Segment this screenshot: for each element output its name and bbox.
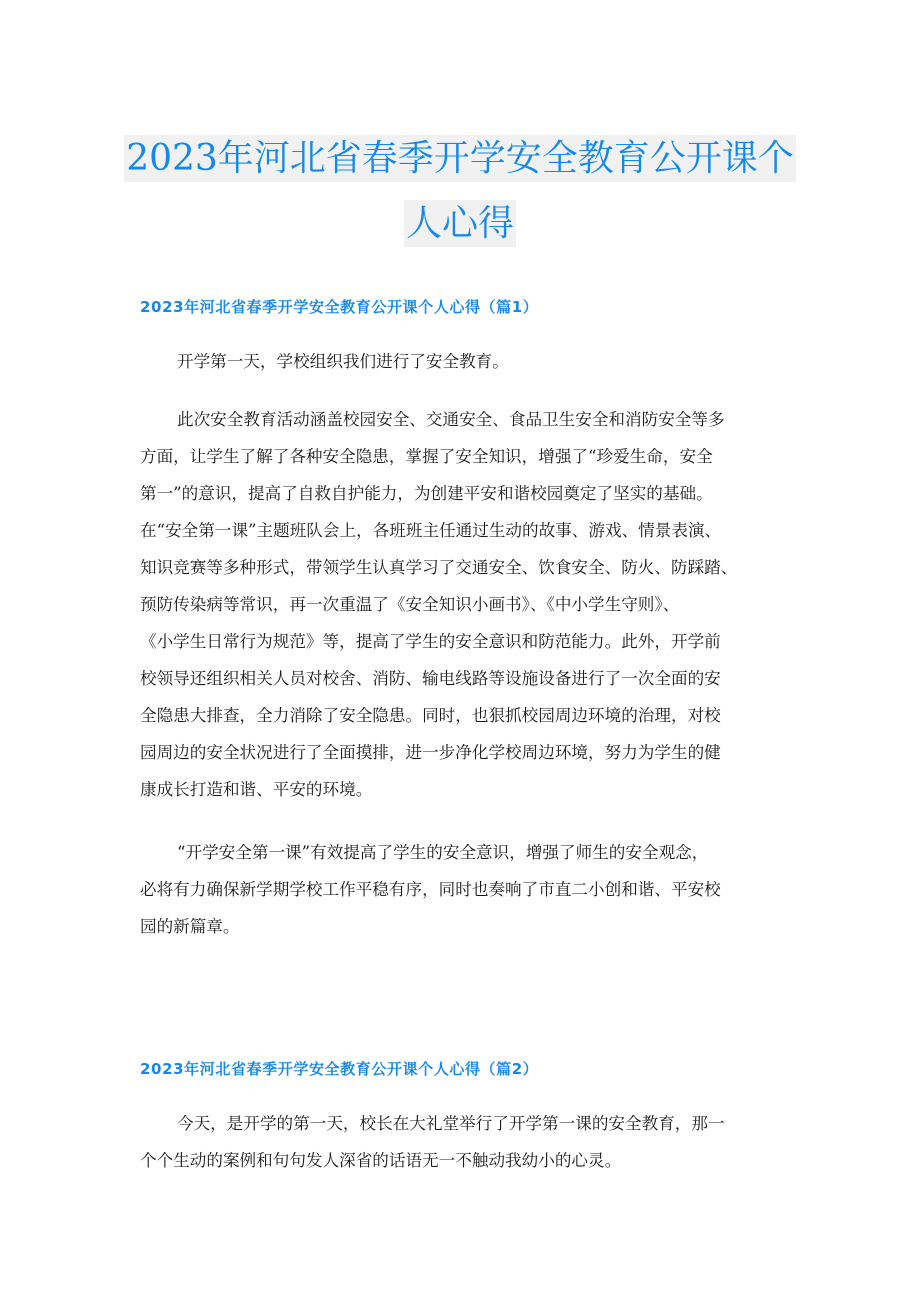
text-line: 园周边的安全状况进行了全面摸排，进一步净化学校周边环境，努力为学生的健 [140, 743, 721, 762]
text-line: 知识竞赛等多种形式，带领学生认真学习了交通安全、饮食安全、防火、防踩踏、 [140, 558, 738, 577]
text-line: 此次安全教育活动涵盖校园安全、交通安全、食品卫生安全和消防安全等多 [177, 410, 725, 429]
text-line: 《小学生日常行为规范》等，提高了学生的安全意识和防范能力。此外，开学前 [140, 632, 721, 651]
text-line: 开学第一天，学校组织我们进行了安全教育。 [177, 352, 509, 371]
text-line: 今天，是开学的第一天，校长在大礼堂举行了开学第一课的安全教育，那一 [177, 1114, 725, 1133]
text-line: 全隐患大排查，全力消除了安全隐患。同时，也狠抓校园周边环境的治理，对校 [140, 706, 721, 725]
text-line: 预防传染病等常识，再一次重温了《安全知识小画书》、《中小学生守则》、 [140, 595, 680, 614]
title-line-1: 2023年河北省春季开学安全教育公开课个 [124, 135, 796, 182]
text-line: 方面，让学生了解了各种安全隐患，掌握了安全知识，增强了“珍爱生命，安全 [140, 447, 713, 466]
text-line: “开学安全第一课”有效提高了学生的安全意识，增强了师生的安全观念， [177, 843, 709, 862]
section-heading-2: 2023年河北省春季开学安全教育公开课个人心得（篇2） [140, 1060, 539, 1078]
title-line-2: 人心得 [404, 200, 516, 247]
text-line: 第一”的意识，提高了自救自护能力，为创建平安和谐校园奠定了坚实的基础。 [140, 484, 713, 503]
text-line: 个个生动的案例和句句发人深省的话语无一不触动我幼小的心灵。 [140, 1151, 622, 1170]
paragraph-1-1 [140, 343, 780, 380]
paragraph-2-1 [140, 1105, 780, 1179]
text-line: 校领导还组织相关人员对校舍、消防、输电线路等设施设备进行了一次全面的安 [140, 669, 721, 688]
document-title-continued [0, 200, 920, 247]
document-title [0, 135, 920, 182]
text-line: 园的新篇章。 [140, 917, 240, 936]
text-line: 在“安全第一课”主题班队会上，各班班主任通过生动的故事、游戏、情景表演、 [140, 521, 722, 540]
text-line: 康成长打造和谐、平安的环境。 [140, 780, 373, 799]
paragraph-1-2 [140, 401, 780, 808]
text-line: 必将有力确保新学期学校工作平稳有序，同时也奏响了市直二小创和谐、平安校 [140, 880, 721, 899]
paragraph-1-3 [140, 834, 780, 945]
section-heading-1: 2023年河北省春季开学安全教育公开课个人心得（篇1） [140, 298, 539, 316]
